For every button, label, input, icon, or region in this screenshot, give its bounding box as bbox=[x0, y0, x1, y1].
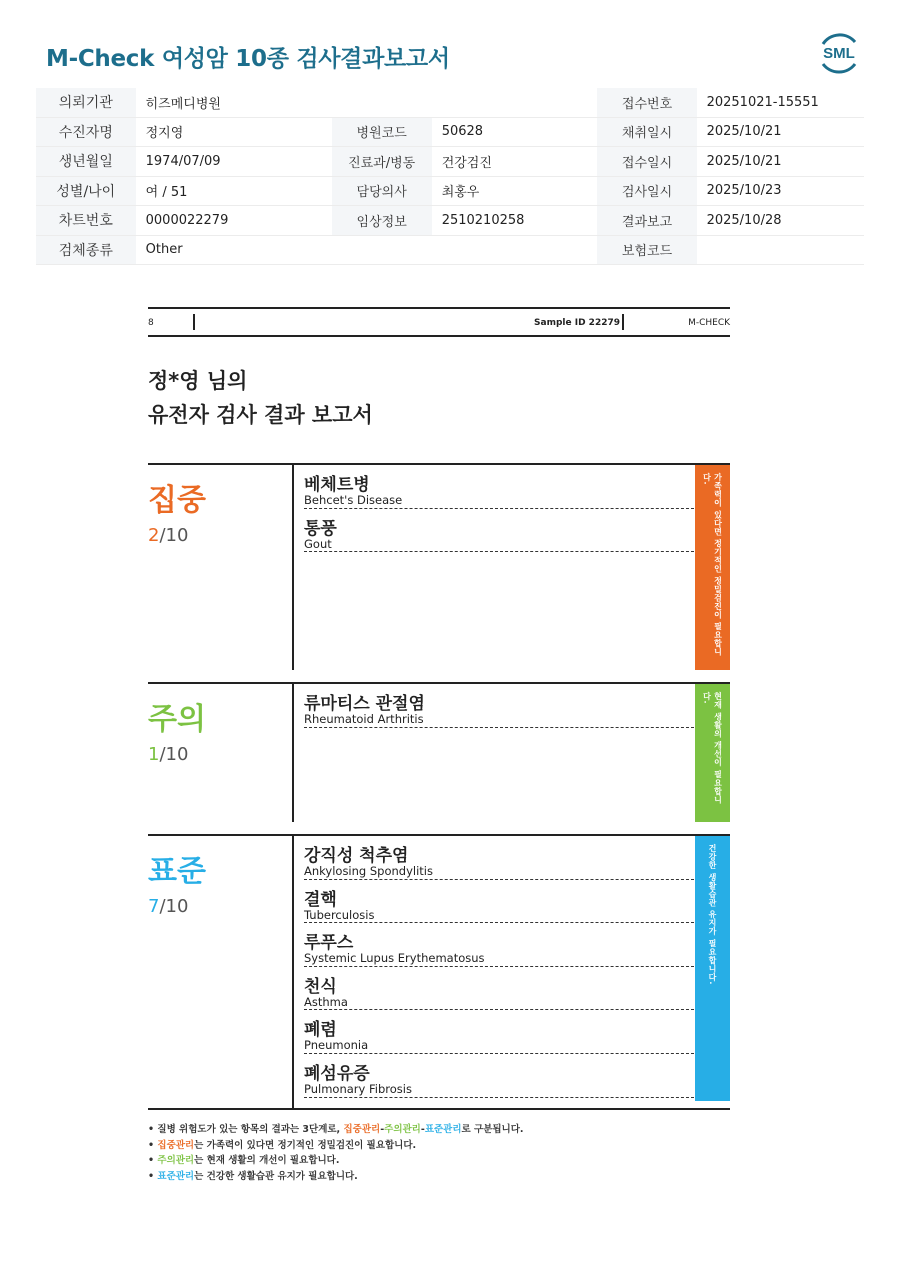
note-item: • 주의관리는 현재 생활의 개선이 필요합니다. bbox=[148, 1155, 340, 1166]
info-value: 2025/10/28 bbox=[697, 206, 864, 236]
report-title bbox=[148, 364, 373, 432]
info-value: 2510210258 bbox=[432, 206, 598, 236]
info-row bbox=[36, 117, 864, 147]
risk-side-text: 가족력이 있다면 정기적인 정밀검진이 필요합니다. bbox=[702, 473, 723, 657]
info-label: 의뢰기관 bbox=[36, 88, 136, 117]
risk-side-bar bbox=[695, 465, 730, 670]
info-label: 병원코드 bbox=[332, 117, 432, 147]
info-label: 수진자명 bbox=[36, 117, 136, 147]
disease-item bbox=[304, 1010, 694, 1054]
info-row bbox=[36, 176, 864, 206]
risk-count-total: /10 bbox=[159, 744, 189, 765]
info-row bbox=[36, 235, 864, 265]
risk-category-label: 집중 bbox=[148, 483, 206, 518]
sample-id: Sample ID 22279 bbox=[534, 318, 620, 328]
info-row bbox=[36, 147, 864, 177]
disease-item bbox=[304, 509, 694, 553]
risk-category-label: 표준 bbox=[148, 854, 206, 889]
disease-list bbox=[304, 465, 694, 552]
disease-list bbox=[304, 836, 694, 1098]
disease-name-ko: 폐렴 bbox=[304, 1020, 337, 1041]
disease-name-en: Pneumonia bbox=[304, 1038, 369, 1053]
info-row bbox=[36, 206, 864, 236]
risk-section bbox=[148, 463, 730, 670]
info-label: 결과보고 bbox=[597, 206, 696, 236]
patient-info-table bbox=[36, 88, 864, 265]
disease-name-en: Rheumatoid Arthritis bbox=[304, 712, 424, 726]
header-divider bbox=[193, 314, 195, 330]
disease-item bbox=[304, 1054, 694, 1098]
section-divider bbox=[292, 836, 294, 1108]
info-value: 2025/10/23 bbox=[697, 176, 864, 206]
info-label bbox=[332, 235, 432, 265]
info-value: 2025/10/21 bbox=[697, 117, 864, 147]
risk-count-hit: 1 bbox=[148, 744, 160, 765]
info-value bbox=[432, 235, 598, 265]
info-value: 2025/10/21 bbox=[697, 147, 864, 177]
brand-label: M-CHECK bbox=[688, 318, 730, 328]
disease-name-en: Ankylosing Spondylitis bbox=[304, 864, 433, 878]
risk-count-hit: 2 bbox=[148, 525, 160, 546]
disease-item bbox=[304, 967, 694, 1011]
section-divider bbox=[292, 684, 294, 822]
risk-section bbox=[148, 682, 730, 822]
disease-item bbox=[304, 684, 694, 728]
note-item: • 집중관리는 가족력이 있다면 정기적인 정밀검진이 필요합니다. bbox=[148, 1139, 417, 1151]
disease-name-ko: 결핵 bbox=[304, 889, 337, 910]
info-label: 담당의사 bbox=[332, 176, 432, 206]
info-label: 채취일시 bbox=[597, 117, 696, 147]
info-label: 임상정보 bbox=[332, 206, 432, 236]
info-label: 성별/나이 bbox=[36, 176, 136, 206]
page-title: M-Check 여성암 10종 검사결과보고서 bbox=[46, 46, 450, 72]
disease-name-en: Tuberculosis bbox=[304, 907, 375, 922]
info-label: 생년월일 bbox=[36, 147, 136, 177]
info-label: 검사일시 bbox=[597, 176, 696, 206]
info-value: 50628 bbox=[432, 117, 598, 147]
info-label: 보험코드 bbox=[597, 235, 696, 265]
info-label: 접수일시 bbox=[597, 147, 696, 177]
info-value: 건강검진 bbox=[432, 147, 598, 177]
disease-list bbox=[304, 684, 694, 728]
info-label: 차트번호 bbox=[36, 206, 136, 236]
disease-name-en: Pulmonary Fibrosis bbox=[304, 1081, 412, 1096]
info-value bbox=[432, 88, 598, 117]
risk-section bbox=[148, 834, 730, 1110]
disease-name-ko: 류마티스 관절염 bbox=[304, 694, 425, 714]
risk-side-bar bbox=[695, 836, 730, 1101]
report-header-bar bbox=[148, 307, 730, 337]
sml-logo bbox=[815, 30, 863, 76]
report-title-line2: 유전자 검사 결과 보고서 bbox=[148, 403, 373, 427]
disease-name-ko: 통풍 bbox=[304, 518, 337, 539]
info-value: Other bbox=[136, 235, 332, 265]
notes-list bbox=[148, 1122, 524, 1184]
risk-count-hit: 7 bbox=[148, 896, 160, 917]
section-divider bbox=[292, 465, 294, 670]
disease-name-ko: 강직성 척추염 bbox=[304, 846, 409, 866]
logo-text: SML bbox=[823, 45, 855, 62]
risk-side-text: 현재 생활의 개선이 필요합니다. bbox=[702, 692, 723, 804]
disease-item bbox=[304, 923, 694, 967]
risk-count bbox=[148, 525, 188, 546]
risk-category-label: 주의 bbox=[148, 702, 206, 737]
info-label: 접수번호 bbox=[597, 88, 696, 117]
risk-side-text: 건강한 생활습관 유지가 필요합니다. bbox=[708, 844, 717, 985]
disease-name-en: Asthma bbox=[304, 994, 348, 1009]
info-value bbox=[697, 235, 864, 265]
note-item: • 질병 위험도가 있는 항목의 결과는 3단계로, 집중관리-주의관리-표준관리로 구분됩니다. bbox=[148, 1124, 524, 1135]
risk-count bbox=[148, 744, 188, 765]
disease-name-en: Systemic Lupus Erythematosus bbox=[304, 951, 485, 966]
header-divider bbox=[622, 314, 624, 330]
note-item: • 표준관리는 건강한 생활습관 유지가 필요합니다. bbox=[148, 1170, 358, 1182]
disease-name-en: Behcet's Disease bbox=[304, 493, 403, 507]
disease-name-en: Gout bbox=[304, 536, 332, 551]
info-row bbox=[36, 88, 864, 117]
risk-count-total: /10 bbox=[159, 525, 189, 546]
info-value: 0000022279 bbox=[136, 206, 332, 236]
info-value: 1974/07/09 bbox=[136, 147, 332, 177]
report-title-line1: 정*영 님의 bbox=[148, 369, 248, 393]
info-label bbox=[332, 88, 432, 117]
risk-count bbox=[148, 896, 188, 917]
info-label: 진료과/병동 bbox=[332, 147, 432, 177]
disease-item bbox=[304, 836, 694, 880]
disease-name-ko: 베체트병 bbox=[304, 475, 370, 495]
info-value: 여 / 51 bbox=[136, 176, 332, 206]
risk-side-bar bbox=[695, 684, 730, 822]
disease-name-ko: 루푸스 bbox=[304, 933, 354, 954]
info-value: 정지영 bbox=[136, 117, 332, 147]
disease-name-ko: 천식 bbox=[304, 976, 337, 997]
disease-item bbox=[304, 880, 694, 924]
info-value: 20251021-15551 bbox=[697, 88, 864, 117]
info-label: 검체종류 bbox=[36, 235, 136, 265]
disease-name-ko: 폐섬유증 bbox=[304, 1063, 370, 1084]
risk-count-total: /10 bbox=[159, 896, 189, 917]
info-value: 히즈메디병원 bbox=[136, 88, 332, 117]
disease-item bbox=[304, 465, 694, 509]
page-number: 8 bbox=[148, 318, 154, 328]
info-value: 최홍우 bbox=[432, 176, 598, 206]
